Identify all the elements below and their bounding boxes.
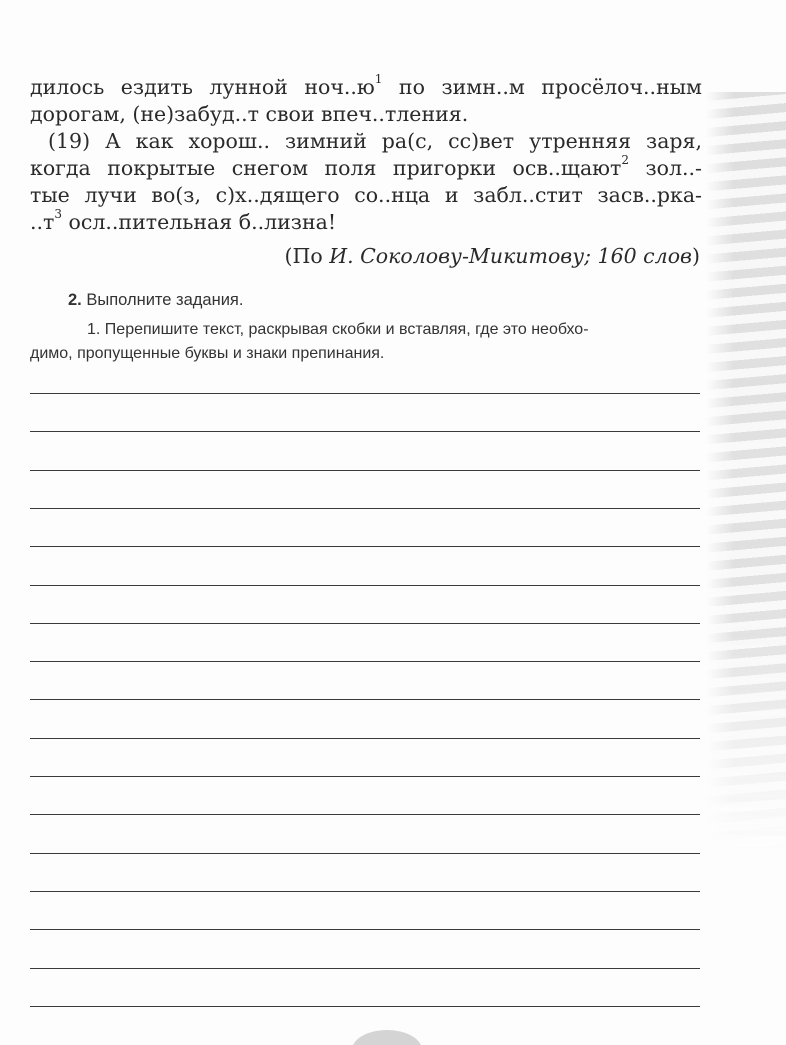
writing-line[interactable] [30,929,700,930]
writing-line[interactable] [30,1006,700,1007]
writing-line[interactable] [30,814,700,815]
writing-line[interactable] [30,508,700,509]
passage-line: $..т^3$ осл..пительная б..лизна! [30,207,337,234]
task-line: димо, пропущенные буквы и знаки препинания. [30,345,385,362]
passage-line: тые лучи во(з, с)х..дящего со..нца и забл..стит засв..рка- [30,183,702,207]
writing-line[interactable] [30,699,700,700]
passage-line: дорогам, (не)забуд..т свои впеч..тления. [30,102,469,126]
writing-line[interactable] [30,546,700,547]
source-attribution: (По И. Соколову-Микитову; 160 слов) [284,244,700,268]
writing-line[interactable] [30,853,700,854]
writing-line[interactable] [30,661,700,662]
writing-line[interactable] [30,470,700,471]
passage-line: когда покрытые снегом поля пригорки осв..щают$^2$ зол..- [30,153,702,180]
writing-line[interactable] [30,968,700,969]
writing-line[interactable] [30,738,700,739]
writing-line[interactable] [30,776,700,777]
writing-line[interactable] [30,891,700,892]
passage-line: дилось ездить лунной $ноч..ю^1$ по зимн..м просёлоч..ным [30,72,702,99]
task-heading: 2. Выполните задания. [68,291,244,309]
writing-line[interactable] [30,585,700,586]
writing-line[interactable] [30,393,700,394]
writing-lines [30,0,702,1045]
task-line: 1. Перепишите текст, раскрывая скобки и вставляя, где это необхо- [87,321,589,338]
writing-line[interactable] [30,431,700,432]
passage-line: (19) А как хорош.. зимний ра(с, сс)вет утренняя заря, [48,129,702,153]
writing-line[interactable] [30,623,700,624]
